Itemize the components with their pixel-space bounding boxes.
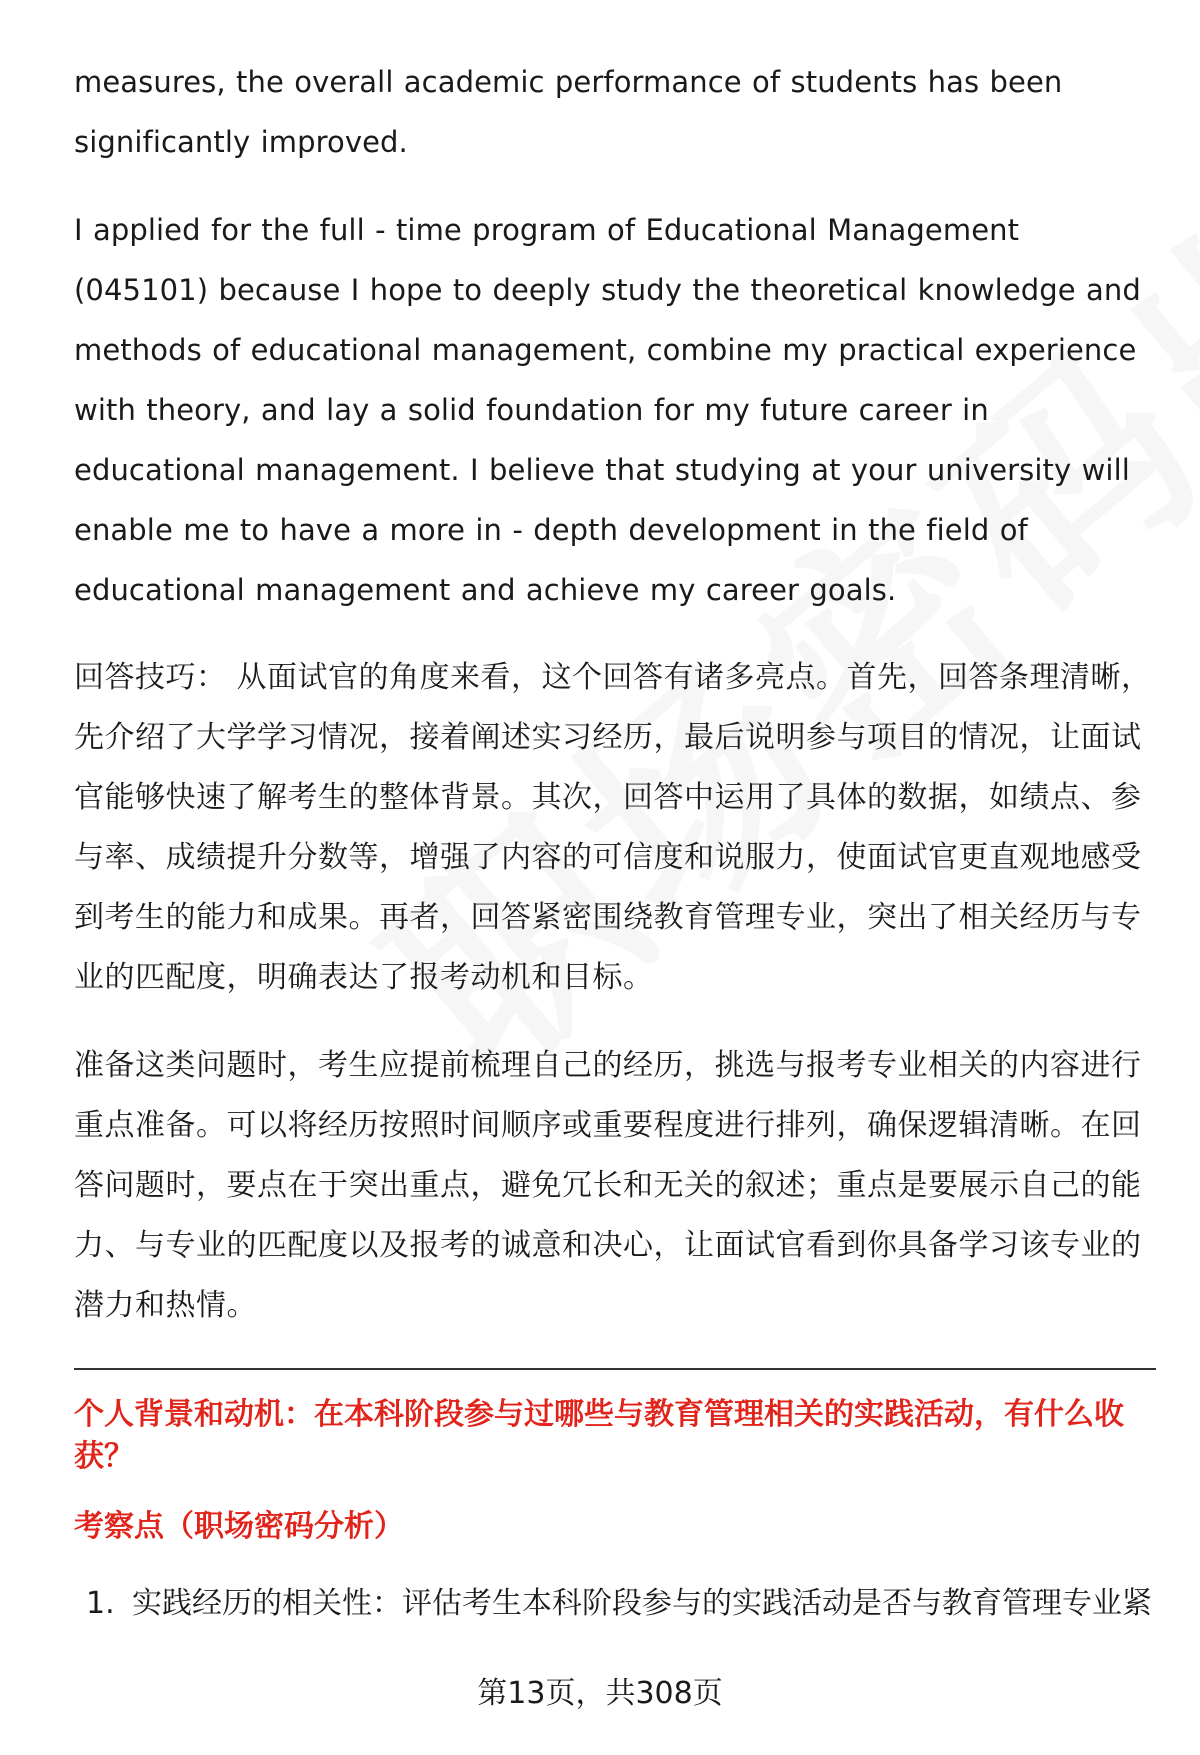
page-content (74, 52, 1160, 1634)
english-paragraph-1: measures, the overall academic performance of students has been significantly improved. (74, 65, 1063, 159)
page-footer: 第13页，共308页 (477, 1676, 723, 1711)
section-divider (74, 1368, 1156, 1370)
list-item-text: 实践经历的相关性：评估考生本科阶段参与的实践活动是否与教育管理专业紧 (132, 1586, 1152, 1621)
list-item (74, 1574, 1160, 1634)
preparation-paragraph: 准备这类问题时，考生应提前梳理自己的经历，挑选与报考专业相关的内容进行重点准备。可以将经历按照时间顺序或重要程度进行排列，确保逻辑清晰。在回答问题时，要点在于突出重点，避免冗长和无关的叙述；重点是要展示自己的能力、与专业的匹配度以及报考的诚意和决心，让面试官看到你具备学习该专业的潜力和热情。 (74, 1048, 1142, 1323)
list-item-number: 1. (86, 1586, 115, 1621)
assessment-points-heading: 考察点（职场密码分析） (74, 1509, 404, 1544)
english-paragraph-2: I applied for the full - time program of Educational Management (045101) because I hope to deeply study the theoretical knowledge and methods of educational management, combine my practical experience with theory, and lay a solid foundation for my future career in educational management. I believe that studying at your university will enable me to have a more in - depth development in the field of educational management and achieve my career goals. (74, 213, 1141, 607)
question-heading: 个人背景和动机：在本科阶段参与过哪些与教育管理相关的实践活动，有什么收获？ (74, 1397, 1124, 1474)
answer-tips-paragraph: 回答技巧： 从面试官的角度来看，这个回答有诸多亮点。首先，回答条理清晰，先介绍了大学学习情况，接着阐述实习经历，最后说明参与项目的情况，让面试官能够快速了解考生的整体背景。其次，回答中运用了具体的数据，如绩点、参与率、成绩提升分数等，增强了内容的可信度和说服力，使面试官更直观地感受到考生的能力和成果。再者，回答紧密围绕教育管理专业，突出了相关经历与专业的匹配度，明确表达了报考动机和目标。 (74, 660, 1152, 995)
